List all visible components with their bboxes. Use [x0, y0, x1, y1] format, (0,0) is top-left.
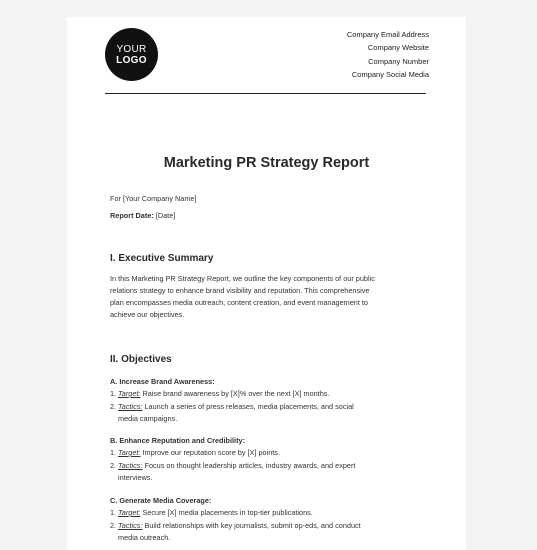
- exec-summary-heading: I. Executive Summary: [110, 253, 214, 264]
- objective-c-tactics: 2. Tactics: Build relationships with key journalists, submit op-eds, and conduct: [110, 521, 361, 530]
- target-label: Target:: [118, 448, 141, 457]
- company-logo: [105, 28, 158, 81]
- objective-c-tactics-cont: media outreach.: [118, 533, 171, 542]
- header-divider: [105, 93, 426, 94]
- target-text: Raise brand awareness by [X]% over the next [X] months.: [142, 389, 330, 398]
- objective-c-target: 1. Target: Secure [X] media placements in top-tier publications.: [110, 508, 313, 517]
- exec-summary-line: In this Marketing PR Strategy Report, we outline the key components of our public: [110, 274, 375, 283]
- objective-a-target: 1. Target: Raise brand awareness by [X]% over the next [X] months.: [110, 389, 330, 398]
- objectives-heading: II. Objectives: [110, 354, 172, 365]
- report-date-value: [Date]: [155, 211, 176, 220]
- exec-summary-line: relations strategy to enhance brand visibility and reputation. This comprehensive: [110, 286, 370, 295]
- objective-c-title: C. Generate Media Coverage:: [110, 496, 212, 505]
- exec-summary-line: plan encompasses media outreach, content creation, and event management to: [110, 298, 368, 307]
- target-label: Target:: [118, 508, 141, 517]
- logo-line-1: YOUR: [116, 43, 147, 55]
- tactics-text: Build relationships with key journalists, submit op-eds, and conduct: [144, 521, 361, 530]
- report-title: Marketing PR Strategy Report: [163, 155, 370, 171]
- contact-block: [347, 28, 429, 81]
- tactics-label: Tactics:: [118, 461, 143, 470]
- report-date-label: Report Date:: [110, 211, 154, 220]
- document-page: [67, 17, 466, 550]
- objective-a-title: A. Increase Brand Awareness:: [110, 377, 215, 386]
- target-text: Secure [X] media placements in top-tier publications.: [142, 508, 313, 517]
- for-line: For [Your Company Name]: [110, 194, 197, 203]
- contact-website: Company Website: [367, 43, 429, 53]
- objective-a-tactics: 2. Tactics: Launch a series of press releases, media placements, and social: [110, 402, 354, 411]
- objective-b-tactics: 2. Tactics: Focus on thought leadership articles, industry awards, and expert: [110, 461, 356, 470]
- objective-b-target: 1. Target: Improve our reputation score by [X] points.: [110, 448, 280, 457]
- tactics-label: Tactics:: [118, 402, 143, 411]
- target-label: Target:: [118, 389, 141, 398]
- exec-summary-line: achieve our objectives.: [110, 310, 185, 319]
- target-text: Improve our reputation score by [X] points.: [142, 448, 280, 457]
- contact-email: Company Email Address: [346, 30, 429, 39]
- report-date: [110, 210, 175, 222]
- objective-b-tactics-cont: interviews.: [118, 473, 153, 482]
- tactics-text: Launch a series of press releases, media placements, and social: [144, 402, 354, 411]
- tactics-label: Tactics:: [118, 521, 143, 530]
- contact-social: Company Social Media: [351, 69, 429, 79]
- logo-line-2: LOGO: [116, 54, 147, 66]
- objective-a-tactics-cont: media campaigns.: [118, 414, 178, 423]
- objective-b-title: B. Enhance Reputation and Credibility:: [110, 436, 246, 445]
- contact-number: Company Number: [368, 56, 429, 66]
- tactics-text: Focus on thought leadership articles, industry awards, and expert: [144, 461, 356, 470]
